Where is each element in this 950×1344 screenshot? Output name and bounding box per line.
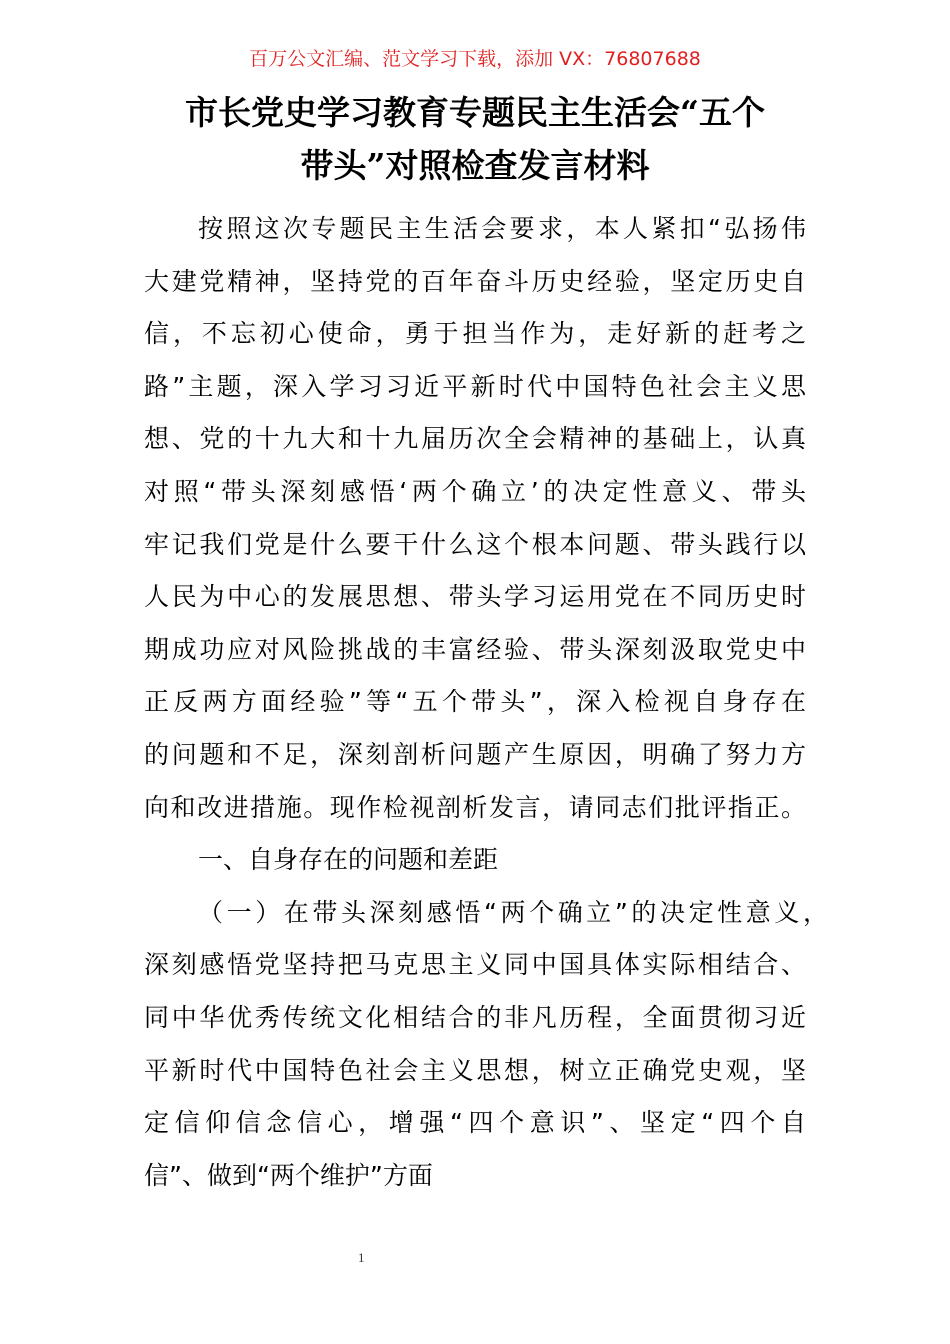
subsection-heading: （一）在带头深刻感悟“两个确立”的决定性意义， [198,897,828,927]
body-line: 信”、做到“两个维护”方面 [144,1160,433,1190]
document-title-line-1: 市长党史学习教育专题民主生活会“五个 [185,93,765,132]
body-line: 对照“带头深刻感悟‘两个确立’的决定性意义、带头 [144,476,806,506]
body-line: 路”主题，深入学习习近平新时代中国特色社会主义思 [144,371,806,401]
body-line: 平新时代中国特色社会主义思想，树立正确党史观，坚 [144,1055,806,1085]
body-line: 期成功应对风险挑战的丰富经验、带头深刻汲取党史中 [144,634,806,664]
body-line: 牢记我们党是什么要干什么这个根本问题、带头践行以 [144,529,806,559]
body-line: 大建党精神，坚持党的百年奋斗历史经验，坚定历史自 [144,266,806,296]
body-line: 定信仰信念信心，增强“四个意识”、坚定“四个自 [144,1108,806,1138]
body-line: 信，不忘初心使命，勇于担当作为，走好新的赶考之 [144,319,806,349]
body-line: 正反两方面经验”等“五个带头”，深入检视自身存在 [144,687,806,717]
body-line: 深刻感悟党坚持把马克思主义同中国具体实际相结合、 [144,950,806,980]
body-line: 按照这次专题民主生活会要求，本人紧扣“弘扬伟 [198,214,806,243]
body-line: 想、党的十九大和十九届历次全会精神的基础上，认真 [144,424,806,454]
watermark-banner: 百万公文汇编、范文学习下载，添加 VX：76807688 [249,48,701,70]
body-line: 的问题和不足，深刻剖析问题产生原因，明确了努力方 [144,739,806,769]
page-number: 1 [358,1250,365,1265]
section-heading: 一、自身存在的问题和差距 [198,845,499,875]
body-line: 人民为中心的发展思想、带头学习运用党在不同历史时 [144,582,806,612]
body-line: 同中华优秀传统文化相结合的非凡历程，全面贯彻习近 [144,1002,806,1032]
document-title-line-2: 带头”对照检查发言材料 [300,146,650,185]
document-body [144,203,828,1202]
body-line: 向和改进措施。现作检视剖析发言，请同志们批评指正。 [144,792,806,822]
